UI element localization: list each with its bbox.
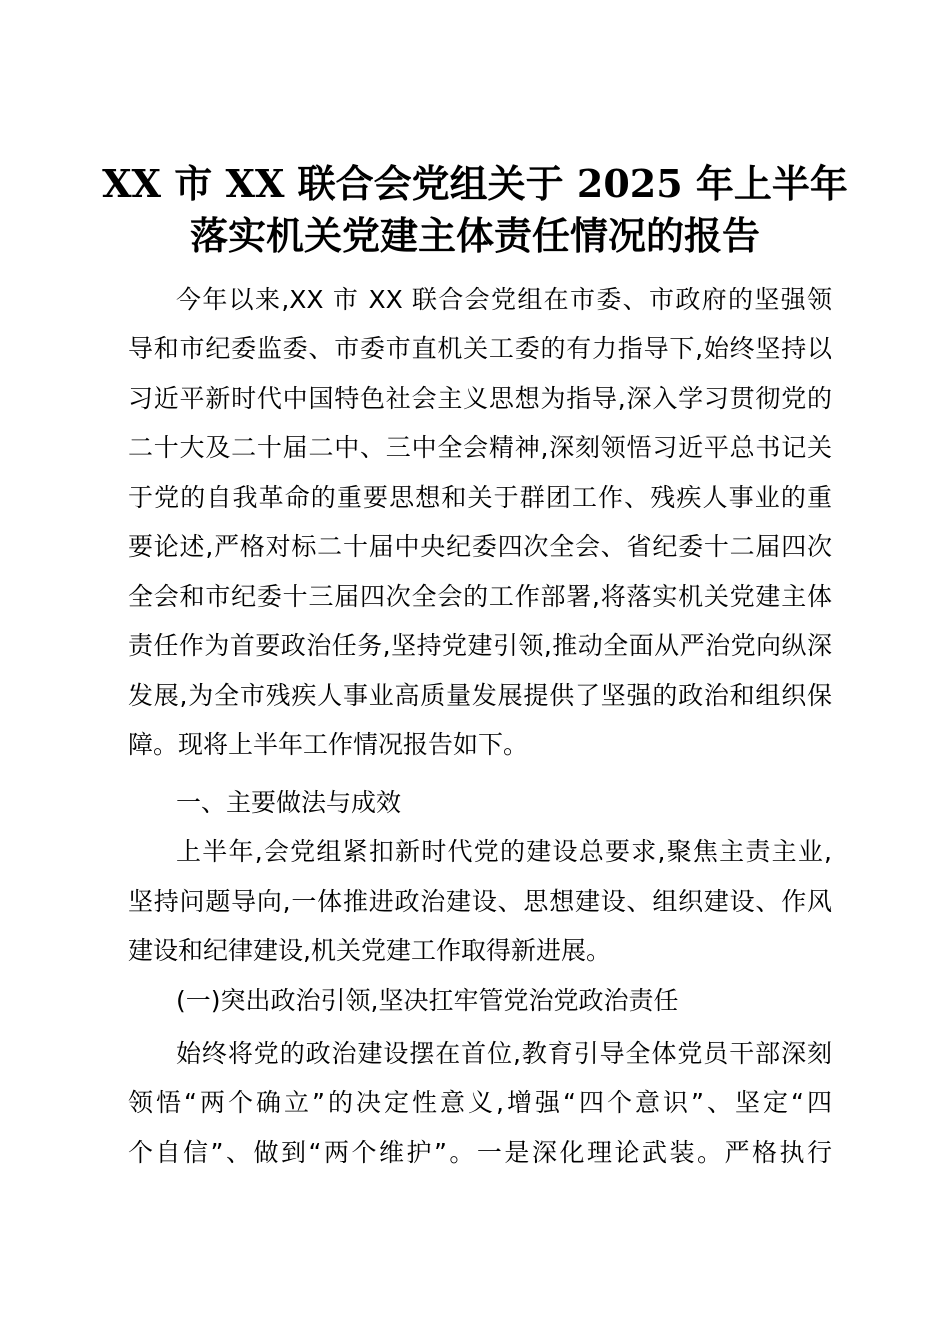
- text-line: 责任作为首要政治任务,坚持党建引领,推动全面从严治党向纵深: [128, 631, 832, 660]
- text-line: 导和市纪委监委、市委市直机关工委的有力指导下,始终坚持以: [128, 334, 832, 363]
- text-line: 发展,为全市残疾人事业高质量发展提供了坚强的政治和组织保: [128, 681, 832, 710]
- text-line: 领悟“两个确立”的决定性意义,增强“四个意识”、坚定“四: [128, 1088, 832, 1117]
- document-title-line-2: 落实机关党建主体责任情况的报告: [189, 213, 760, 258]
- subsection-heading: (一)突出政治引领,坚决扛牢管党治党政治责任: [176, 986, 679, 1015]
- section-heading: 一、主要做法与成效: [176, 788, 402, 817]
- text-line: 二十大及二十届二中、三中全会精神,深刻领悟习近平总书记关: [128, 433, 832, 462]
- text-line: 始终将党的政治建设摆在首位,教育引导全体党员干部深刻: [176, 1039, 832, 1068]
- text-line: 上半年,会党组紧扣新时代党的建设总要求,聚焦主责主业,: [176, 837, 832, 866]
- text-line: 习近平新时代中国特色社会主义思想为指导,深入学习贯彻党的: [128, 384, 832, 413]
- text-line: 个自信”、做到“两个维护”。一是深化理论武装。严格执行: [128, 1138, 832, 1167]
- text-line: 坚持问题导向,一体推进政治建设、思想建设、组织建设、作风: [128, 887, 832, 916]
- text-line: 障。现将上半年工作情况报告如下。: [128, 730, 529, 759]
- text-line: 要论述,严格对标二十届中央纪委四次全会、省纪委十二届四次: [128, 532, 832, 561]
- text-line: 建设和纪律建设,机关党建工作取得新进展。: [128, 936, 611, 965]
- text-line: 全会和市纪委十三届四次全会的工作部署,将落实机关党建主体: [128, 582, 832, 611]
- text-line: 于党的自我革命的重要思想和关于群团工作、残疾人事业的重: [128, 483, 832, 512]
- text-line: 今年以来,XX 市 XX 联合会党组在市委、市政府的坚强领: [176, 285, 832, 314]
- document-title-line-1: XX 市 XX 联合会党组关于 2025 年上半年: [102, 161, 848, 206]
